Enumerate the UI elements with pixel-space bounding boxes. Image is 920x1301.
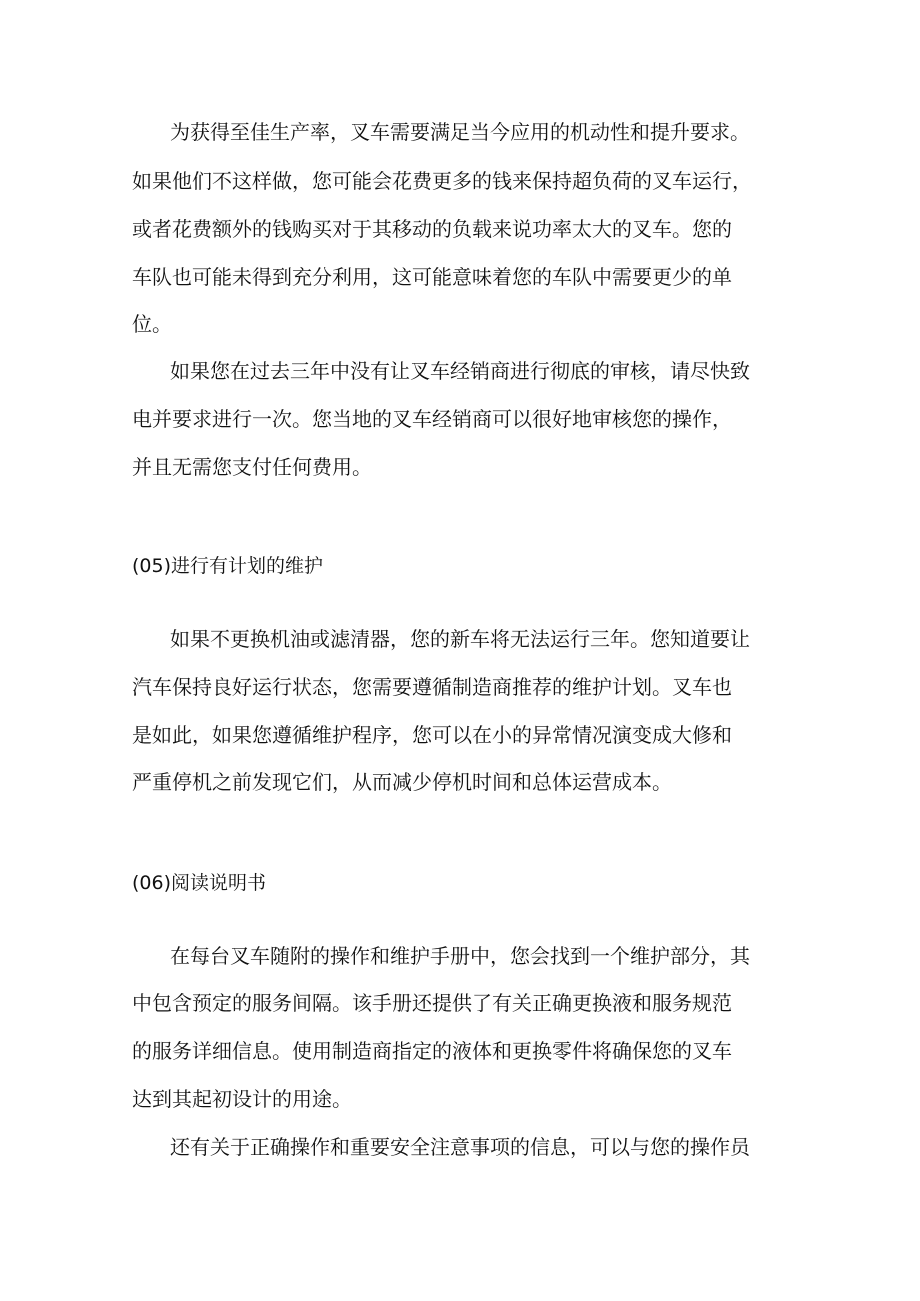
- paragraph-line: 中包含预定的服务间隔。该手册还提供了有关正确更换液和服务规范: [132, 991, 732, 1015]
- paragraph-line: 如果您在过去三年中没有让叉车经销商进行彻底的审核，请尽快致: [170, 359, 750, 383]
- paragraph-line: 并且无需您支付任何费用。: [132, 455, 372, 479]
- paragraph-line: 车队也可能未得到充分利用，这可能意味着您的车队中需要更少的单: [132, 265, 732, 289]
- paragraph-line: 为获得至佳生产率，叉车需要满足当今应用的机动性和提升要求。: [170, 120, 750, 144]
- paragraph-line: 如果不更换机油或滤清器，您的新车将无法运行三年。您知道要让: [170, 627, 750, 651]
- paragraph-line: 如果他们不这样做，您可能会花费更多的钱来保持超负荷的叉车运行，: [132, 169, 752, 193]
- paragraph-line: 达到其起初设计的用途。: [132, 1087, 352, 1111]
- section-05-heading: (05)进行有计划的维护: [132, 555, 324, 577]
- section-06-heading: (06)阅读说明书: [132, 872, 267, 894]
- paragraph-line: 汽车保持良好运行状态，您需要遵循制造商推荐的维护计划。叉车也: [132, 675, 732, 699]
- paragraph-line: 电并要求进行一次。您当地的叉车经销商可以很好地审核您的操作，: [132, 407, 732, 431]
- paragraph-line: 的服务详细信息。使用制造商指定的液体和更换零件将确保您的叉车: [132, 1039, 732, 1063]
- paragraph-line: 严重停机之前发现它们，从而减少停机时间和总体运营成本。: [132, 770, 672, 794]
- paragraph-line: 或者花费额外的钱购买对于其移动的负载来说功率太大的叉车。您的: [132, 217, 732, 241]
- paragraph-line: 还有关于正确操作和重要安全注意事项的信息，可以与您的操作员: [170, 1135, 750, 1159]
- paragraph-line: 位。: [132, 312, 172, 336]
- paragraph-line: 是如此，如果您遵循维护程序，您可以在小的异常情况演变成大修和: [132, 723, 732, 747]
- paragraph-line: 在每台叉车随附的操作和维护手册中，您会找到一个维护部分，其: [170, 944, 750, 968]
